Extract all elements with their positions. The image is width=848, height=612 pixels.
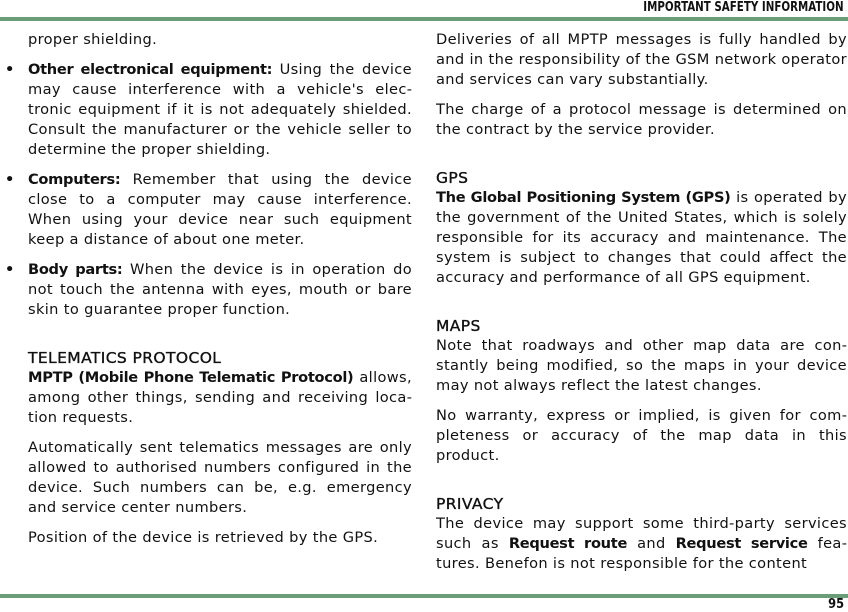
bullet-term: Body parts: [28, 261, 123, 278]
mptp-delivery-paragraph: Deliveries of all MPTP messages is fully handled by and in the responsibility of the GSM network operator and services can vary substantially. [436, 31, 847, 88]
spacer [436, 476, 847, 494]
request-service-term: Request service [675, 535, 808, 552]
page-number: 95 [828, 597, 844, 612]
telematics-paragraph: Position of the device is retrieved by the GPS. [28, 529, 379, 546]
privacy-text: features. Benefon is not responsible for the content [436, 535, 848, 572]
maps-paragraph: Note that roadways and other map data are constantly being modified, so the maps in your device may not always reflect the latest changes. [436, 337, 847, 394]
heading-maps: MAPS [436, 317, 481, 335]
spacer [28, 330, 412, 348]
spacer [436, 298, 847, 316]
bullet-computers [5, 170, 412, 250]
bullet-body-parts [5, 260, 412, 320]
telematics-paragraph: Automatically sent telematics messages are only allowed to authorised numbers configured in the device. Such numbers can be, e.g. emergency and service center numbers. [28, 439, 412, 516]
bullet-term: Other electronical equipment: [28, 61, 273, 78]
continuation-text: proper shielding. [28, 31, 158, 48]
mptp-term: MPTP (Mobile Phone Telematic Protocol) [28, 369, 354, 386]
maps-paragraph: No warranty, express or implied, is given for completeness or accuracy of the map data in this product. [436, 407, 847, 464]
bullet-term: Computers: [28, 171, 121, 188]
bullet-dot-icon: • [5, 171, 15, 188]
bullet-text: Remember that using the device close to a computer may cause interference. When using your device near such equipment keep a distance of about one meter. [28, 171, 412, 248]
interference-bullet-list [5, 60, 412, 320]
privacy-text: and [627, 535, 676, 552]
left-column [5, 30, 412, 558]
privacy-text: The device may support some third-party services such as [436, 515, 847, 552]
footer-rule [0, 594, 848, 598]
bullet-other-electronical-equipment [5, 60, 412, 160]
telematics-intro [28, 368, 412, 428]
heading-privacy: PRIVACY [436, 495, 504, 513]
mptp-charge-paragraph: The charge of a protocol message is determined on the contract by the service provider. [436, 101, 847, 138]
bullet-text: When the device is in operation do not touch the antenna with eyes, mouth or bare skin to guarantee proper function. [28, 261, 412, 318]
bullet-dot-icon: • [5, 61, 15, 78]
gps-term: The Global Positioning System (GPS) [436, 189, 731, 206]
gps-text: is operated by the government of the United States, which is solely responsible for its accuracy and maintenance. The system is subject to changes that could affect the accuracy and performance of all GPS equipment. [436, 189, 848, 286]
request-route-term: Request route [508, 535, 628, 552]
gps-paragraph [436, 188, 847, 288]
privacy-paragraph [436, 514, 847, 574]
running-header-title: IMPORTANT SAFETY INFORMATION [643, 0, 844, 15]
bullet-dot-icon: • [5, 261, 15, 278]
heading-gps: GPS [436, 169, 469, 187]
right-column [436, 30, 847, 584]
heading-telematics-protocol: TELEMATICS PROTOCOL [28, 349, 222, 367]
telematics-intro-text: allows, among other things, sending and receiving location requests. [28, 369, 412, 426]
header-rule [0, 17, 848, 21]
bullet-text: Using the device may cause interference with a vehicle's electronic equipment if it is not adequately shielded. Consult the manufacturer or the vehicle seller to determine the proper shielding. [28, 61, 412, 158]
spacer [436, 150, 847, 168]
